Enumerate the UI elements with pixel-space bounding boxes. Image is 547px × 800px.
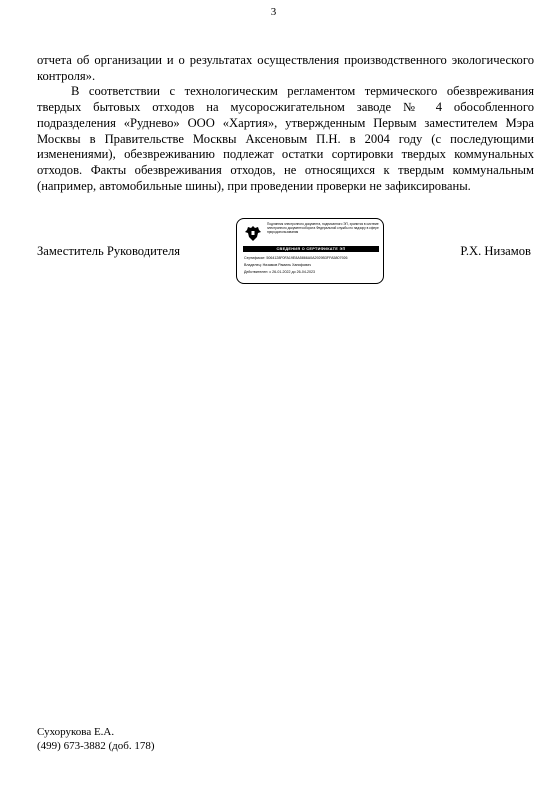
stamp-certificate: Сертификат: 5064128F0FA19E8A5866A0A2929B3FFA5807926: [244, 256, 348, 260]
contact-phone: (499) 673-3882 (доб. 178): [37, 739, 155, 752]
stamp-header: Подлинник электронного документа, подписанного ЭП, хранится в системе электронного документооборота Федеральной службы по надзору в сфере природопользования: [267, 222, 379, 234]
contact-name: Сухорукова Е.А.: [37, 726, 115, 738]
page-number: 3: [270, 6, 277, 18]
coat-of-arms-icon: [243, 224, 263, 244]
paragraph-main: В соответствии с технологическим регламентом термического обезвреживания твердых бытовых отходов на мусоросжигательном заводе № 4 обособленного подразделения «Руднево» ООО «Хартия», утвержденным Первым заместителем Мэра Москвы в Правительстве Москвы Аксеновым П.Н. в 2004 году (с последующими изменениями), обезвреживанию подлежат остатки сортировки твердых коммунальных отходов. Факты обезвреживания отходов, не относящихся к твердым коммунальным (например, автомобильные шины), при проведении проверки не зафиксированы.: [37, 84, 534, 193]
stamp-owner: Владелец: Низамов Рамиль Ханифович: [244, 263, 312, 267]
footer-contact: [37, 726, 155, 753]
paragraph-continuation: отчета об организации и о результатах осуществления производственного экологического контроля».: [37, 53, 534, 83]
document-body: [37, 53, 534, 194]
stamp-title: СВЕДЕНИЯ О СЕРТИФИКАТЕ ЭП: [243, 246, 379, 252]
signer-position: Заместитель Руководителя: [37, 244, 181, 258]
electronic-signature-stamp: [236, 218, 384, 284]
signer-name: Р.Х. Низамов: [460, 244, 531, 258]
stamp-validity: Действителен: с 26-01-2022 до 26-04-2023: [244, 270, 316, 274]
